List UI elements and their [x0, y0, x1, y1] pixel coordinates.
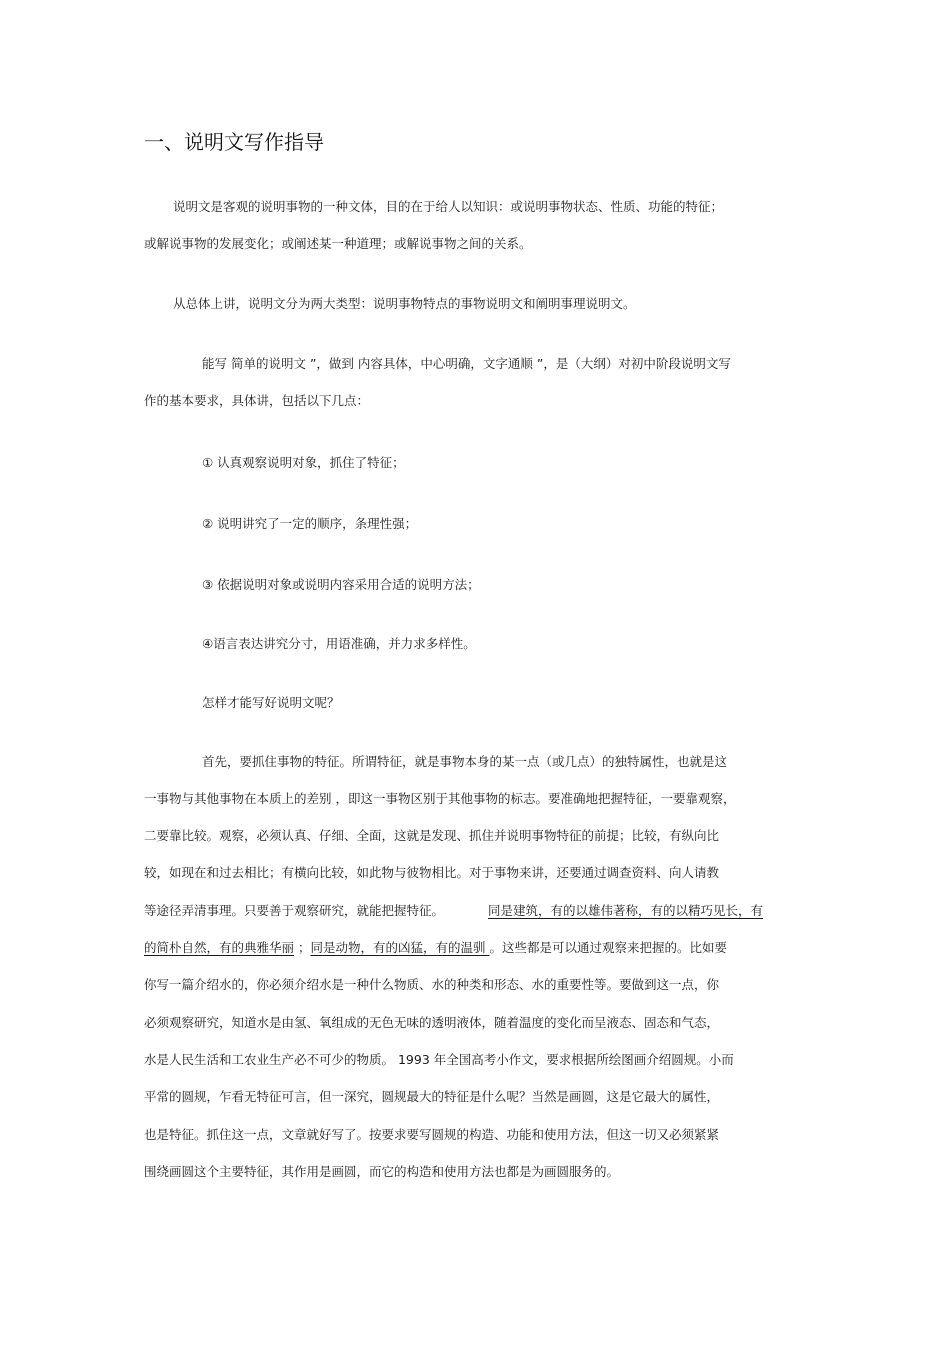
paragraph-4-line-6: [144, 939, 727, 957]
paragraph-4-line-11: 也是特征。抓住这一点，文章就好写了。按要求要写圆规的构造、功能和使用方法，但这一切又必须紧紧: [144, 1127, 720, 1142]
paragraph-1-line-2: 或解说事物的发展变化；或阐述某一种道理；或解说事物之间的关系。: [144, 236, 532, 251]
paragraph-4-line-3: 二要靠比较。观察，必须认真、仔细、全面，这就是发现、抓住并说明事物特征的前提；比较，有纵向比: [144, 828, 720, 843]
paragraph-4-line-1: 首先，要抓住事物的特征。所谓特征，就是事物本身的某一点（或几点）的独特属性，也就是这: [202, 754, 728, 769]
paragraph-4-line-10: 平常的圆规，乍看无特征可言，但一深究，圆规最大的特征是什么呢？当然是画圆，这是它最大的属性，: [144, 1089, 720, 1104]
paragraph-1-line-1: 说明文是客观的说明事物的一种文体，目的在于给人以知识：或说明事物状态、性质、功能的特征；: [173, 199, 724, 214]
line-5-plain-text: 等途径弄清事理。只要善于观察研究，就能把握特征。: [144, 903, 445, 918]
paragraph-4-line-7: 你写一篇介绍水的，你必须介绍水是一种什么物质、水的种类和形态、水的重要性等。要做到这一点，你: [144, 977, 720, 992]
question-line: 怎样才能写好说明文呢？: [202, 695, 340, 710]
paragraph-4-line-8: 必须观察研究，知道水是由氢、氧组成的无色无味的透明液体，随着温度的变化而呈液态、固态和气态，: [144, 1015, 720, 1030]
paragraph-4-line-4: 较，如现在和过去相比；有横向比较，如此物与彼物相比。对于事物来讲，还要通过调查资料、向人请教: [144, 865, 720, 880]
line-6-plain-text: 。这些都是可以通过观察来把握的。比如要: [489, 940, 727, 955]
list-item-4: ④语言表达讲究分寸，用语准确，并力求多样性。: [202, 636, 476, 651]
underlined-example-animals: 同是动物，有的凶猛，有的温驯: [310, 940, 490, 955]
line-6-separator: ；: [294, 940, 311, 955]
paragraph-4-line-5: [144, 902, 763, 920]
page-title: 一、说明文写作指导: [144, 130, 324, 154]
paragraph-4-line-9: 水是人民生活和工农业生产必不可少的物质。 1993 年全国高考小作文，要求根据所绘图画介绍圆规。小而: [144, 1052, 734, 1067]
list-item-3: ③ 依据说明对象或说明内容采用合适的说明方法；: [202, 577, 480, 592]
paragraph-2: 从总体上讲，说明文分为两大类型：说明事物特点的事物说明文和阐明事理说明文。: [173, 296, 636, 311]
underlined-example-buildings: 同是建筑，有的以雄伟著称，有的以精巧见长，有: [488, 903, 764, 918]
list-item-2: ② 说明讲究了一定的顺序，条理性强；: [202, 516, 418, 531]
underlined-example-buildings-cont: 的简朴自然，有的典雅华丽: [144, 940, 295, 955]
paragraph-3-line-2: 作的基本要求，具体讲，包括以下几点：: [144, 393, 370, 408]
paragraph-3-line-1: 能写 简单的说明文 ”，做到 内容具体，中心明确，文字通顺 ”，是（大纲）对初中阶段说明文写: [202, 356, 731, 371]
list-item-1: ① 认真观察说明对象，抓住了特征；: [202, 455, 405, 470]
paragraph-4-line-2: 一事物与其他事物在本质上的差别 ，即这一事物区别于其他事物的标志。要准确地把握特征，一要靠观察，: [144, 791, 736, 806]
paragraph-4-line-12: 围绕画圆这个主要特征，其作用是画圆，而它的构造和使用方法也都是为画圆服务的。: [144, 1164, 620, 1179]
